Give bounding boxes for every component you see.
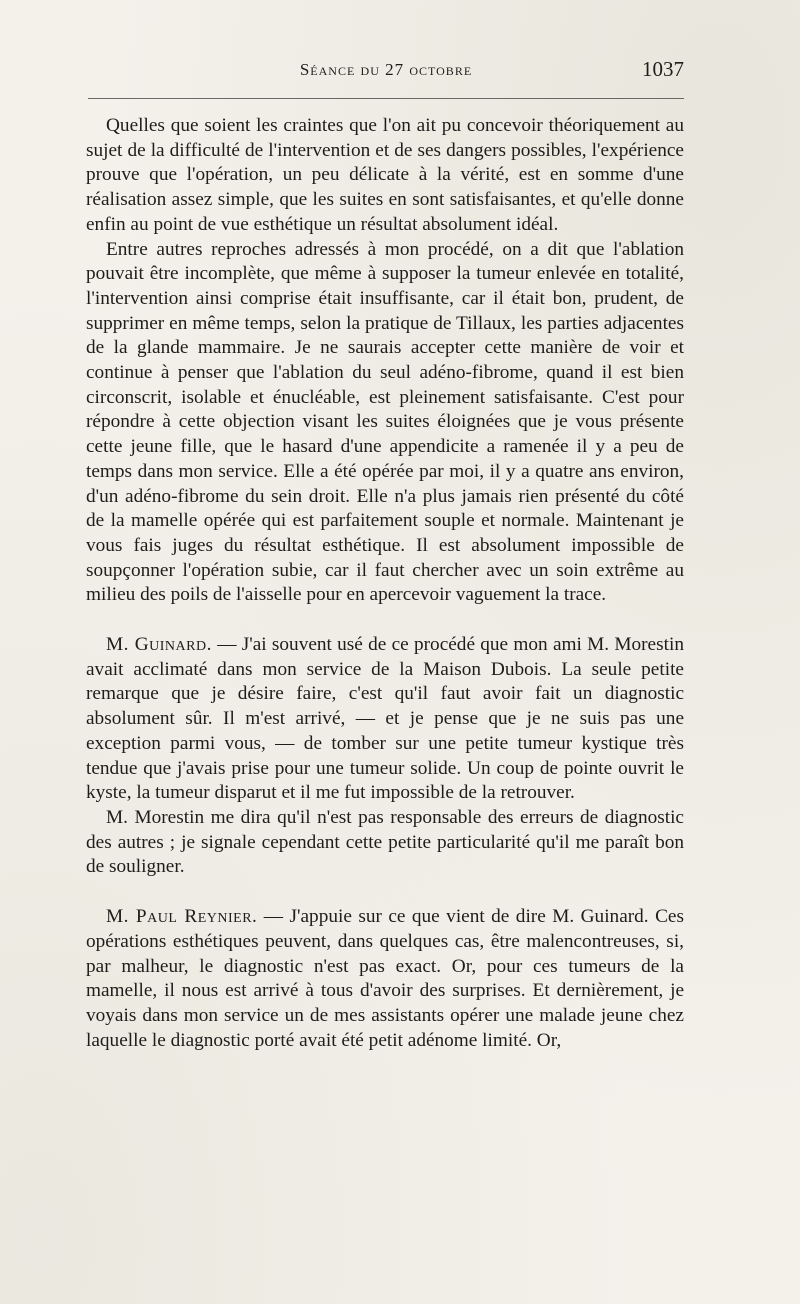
paragraph bbox=[86, 806, 684, 880]
paragraph bbox=[86, 238, 684, 609]
page-header bbox=[88, 57, 684, 87]
header-rule bbox=[88, 98, 684, 99]
paragraph-text: M. Morestin me dira qu'il n'est pas responsable des erreurs de diagnostic des autres ; je signale cependant cette petite particularité qu'il me paraît bon de souligner. bbox=[86, 806, 684, 878]
speaker-name: M. Guinard. bbox=[106, 634, 212, 656]
paragraph-text: Entre autres reproches adressés à mon procédé, on a dit que l'ablation pouvait être incomplète, que même à supposer la tumeur enlevée en totalité, l'intervention ainsi comprise était insuffisante, car il était bon, prudent, de supprimer en même temps, selon la pratique de Tillaux, les parties adjacentes de la glande mammaire. Je ne saurais accepter cette manière de voir et continue à penser que l'ablation du seul adéno-fibrome, quand il est bien circonscrit, isolable et énucléable, est pleinement satisfaisante. C'est pour répondre à cette objection visant les suites éloignées que je vous présente cette jeune fille, que le hasard d'une appendicite a ramenée il y a peu de temps dans mon service. Elle a été opérée par moi, il y a quatre ans environ, d'un adéno-fibrome du sein droit. Elle n'a plus jamais rien présenté du côté de la mamelle opérée qui est parfaitement souple et normale. Maintenant je vous fais juges du résultat esthétique. Il est absolument impossible de soupçonner l'opération subie, car il faut chercher avec un soin extrême au milieu des poils de l'aisselle pour en apercevoir vaguement la trace. bbox=[86, 238, 684, 606]
body-text bbox=[86, 114, 684, 1053]
speaker-name: M. Paul Reynier. bbox=[106, 906, 258, 928]
paragraph-text: Quelles que soient les craintes que l'on ait pu concevoir théoriquement au sujet de la difficulté de l'intervention et de ses dangers possibles, l'expérience prouve que l'opération, un peu délicate à la vérité, est en somme d'une réalisation assez simple, que les suites en sont satisfaisantes, et qu'elle donne enfin au point de vue esthétique un résultat absolument idéal. bbox=[86, 115, 684, 235]
page-number: 1037 bbox=[642, 57, 684, 81]
paragraph-text: — J'appuie sur ce que vient de dire M. Guinard. Ces opérations esthétiques peuvent, dans quelques cas, être malencontreuses, si, par malheur, le diagnostic n'est pas exact. Or, pour ces tumeurs de la mamelle, il nous est arrivé à tous d'avoir des surprises. Et dernièrement, je voyais dans mon service un de mes assistants opérer une malade jeune chez laquelle le diagnostic porté avait été petit adénome limité. Or, bbox=[86, 906, 684, 1051]
speaker-paragraph bbox=[86, 633, 684, 806]
paragraph bbox=[86, 114, 684, 238]
speaker-paragraph bbox=[86, 905, 684, 1053]
running-title: Séance du 27 octobre bbox=[299, 60, 473, 79]
paragraph-text: — J'ai souvent usé de ce procédé que mon ami M. Morestin avait acclimaté dans mon service de la Maison Dubois. La seule petite remarque que je désire faire, c'est qu'il faut avoir fait un diagnostic absolument sûr. Il m'est arrivé, — et je pense que je ne suis pas une exception parmi vous, — de tomber sur une petite tumeur kystique très tendue que j'avais prise pour une tumeur solide. Un coup de pointe ouvrit le kyste, la tumeur disparut et il me fut impossible de la retrouver. bbox=[86, 634, 684, 804]
